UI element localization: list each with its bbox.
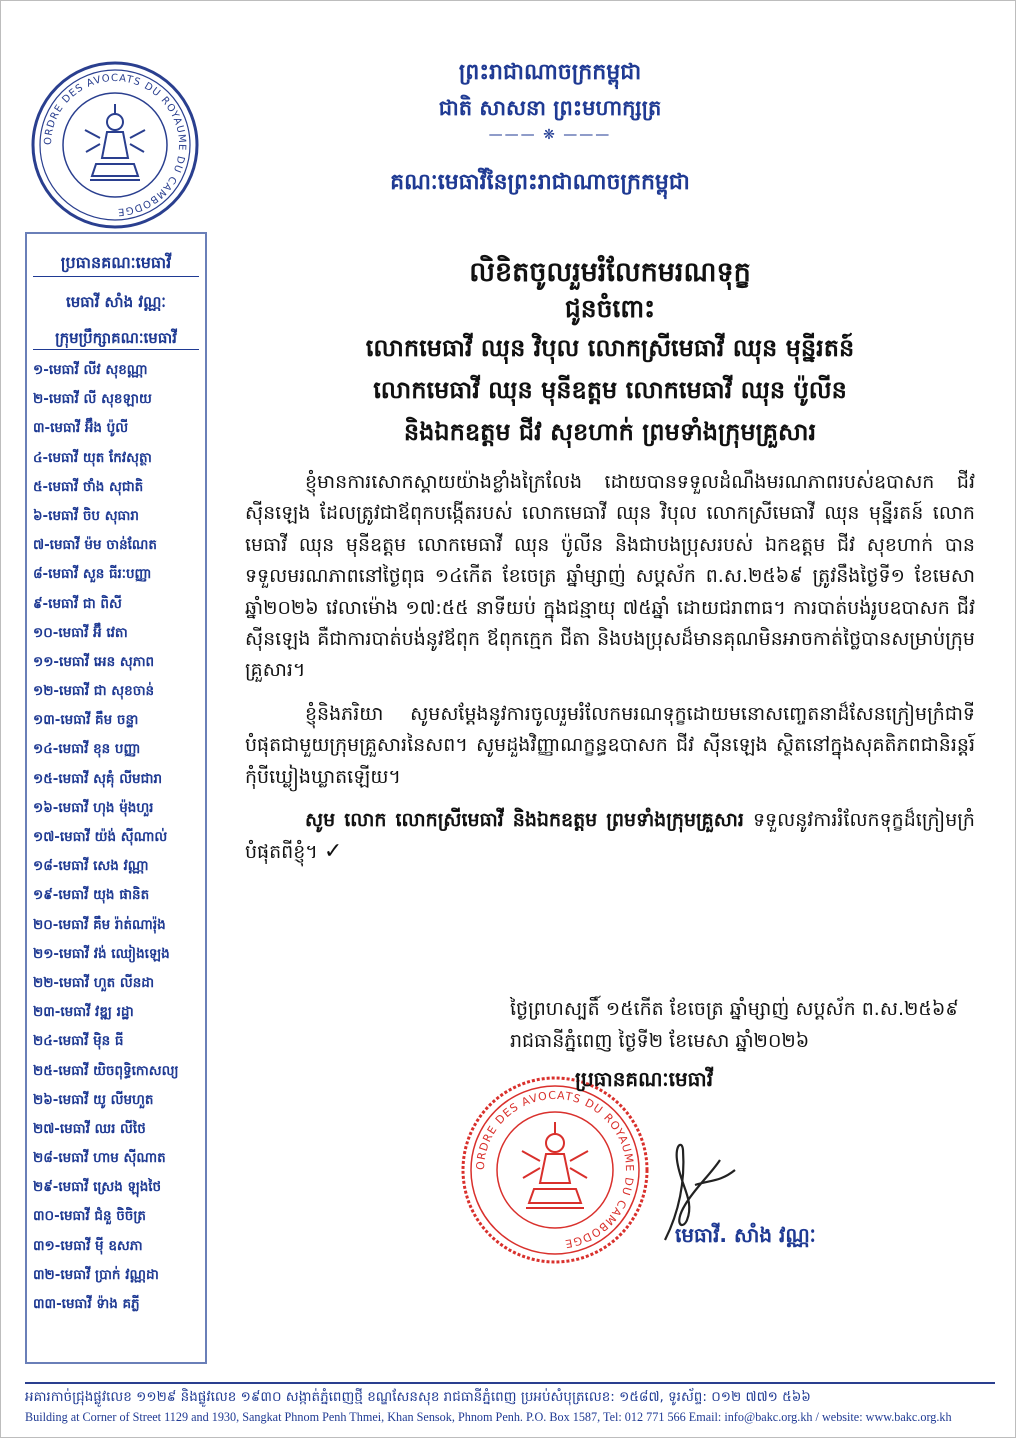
footer-address-khmer: អគារកាច់ជ្រុងផ្លូវលេខ ១១២៩ និងផ្លូវលេខ ១៩៣០ សង្កាត់ភ្នំពេញថ្មី ខណ្ឌសែនសុខ រាជធានីភ្នំពេញ ប្រអប់សំបុត្រលេខ: ១៥៨៧, ទូរស័ព្ទ: ០១២ ៧៧១ ៥៦៦: [25, 1389, 811, 1405]
council-member-item: ២២-មេធាវី ហួត លីនដា: [33, 974, 155, 991]
letter-title: លិខិតចូលរួមរំលែកមរណទុក្ខ: [469, 257, 751, 288]
sidebar-president-heading: ប្រធានគណៈមេធាវី: [33, 252, 199, 277]
kingdom-title: ព្រះរាជាណាចក្រកម្ពុជា: [458, 60, 642, 85]
council-sidebar: [25, 232, 207, 1364]
sidebar-council-heading: ក្រុមប្រឹក្សាគណៈមេធាវី: [33, 327, 199, 350]
council-member-list: [27, 356, 205, 1319]
check-mark-icon: ✓: [323, 839, 343, 865]
seal-top-text: ORDRE DES AVOCATS DU ROYAUME DU CAMBODGE: [42, 72, 188, 218]
council-member-item: ១១-មេធាវី អេន សុភាព: [33, 653, 155, 670]
council-member-item: ៣០-មេធាវី ជំនួ ចិចិត្រ: [33, 1208, 146, 1225]
council-member-item: ២៧-មេធាវី ឈរ លីថៃ: [33, 1120, 146, 1137]
addressee-line: លោកមេធាវី ឈុន មុនីឧត្តម លោកមេធាវី ឈុន ប៉ូលីន: [373, 376, 847, 404]
signatory-name: មេធាវី. សាំង វណ្ណៈ: [675, 1223, 816, 1247]
council-member-item: ១-មេធាវី លីវ សុខណ្ណា: [33, 362, 148, 378]
council-member-item: ៤-មេធាវី យុត កែវសុត្ថា: [33, 449, 152, 466]
council-member-item: ១៥-មេធាវី សុគុំ លីមជារា: [33, 770, 163, 787]
signatory-title: ប្រធានគណៈមេធាវី: [575, 1067, 714, 1091]
council-member-item: ១៣-មេធាវី គឹម ចន្ទា: [33, 712, 139, 729]
bar-association-seal-icon: [30, 60, 200, 230]
lunar-date: ថ្ងៃព្រហស្បតិ៍ ១៥កើត ខែចេត្រ ឆ្នាំម្សាញ់ សប្តស័ក ព.ស.២៥៦៩: [510, 998, 959, 1020]
official-red-seal-icon: [460, 1075, 650, 1265]
council-member-item: ៨-មេធាវី សួន ធីរៈបញ្ញា: [33, 566, 152, 583]
council-member-item: ៧-មេធាវី ម៉ម ចាន់ណែត: [33, 537, 157, 554]
footer-address-english: Building at Corner of Street 1129 and 1930, Sangkat Phnom Penh Thmei, Khan Sensok, Phnom Penh. P.O. Box 1587, Tel: 012 771 566 Email: info@bakc.org.kh / website: www.bakc.org.kh: [25, 1410, 952, 1424]
council-member-item: ១២-មេធាវី ជា សុខចាន់: [33, 683, 155, 700]
condolence-paragraph: ខ្ញុំនិងភរិយា សូមសម្តែងនូវការចូលរួមរំលែកមរណទុក្ខដោយមនោសញ្ចេតនាដ៏សែនក្រៀមក្រំជាទីបំផុតជាមួយក្រុមគ្រួសារនៃសព។ សូមដួងវិញ្ញាណក្ខន្ធឧបាសក ជីវ ស៊ីនឡេង ស្ថិតនៅក្នុងសុគតិភពជានិរន្តរ៍កុំបីឃ្លៀងឃ្លាតឡើយ។: [245, 702, 975, 788]
council-member-item: ២៦-មេធាវី យូ លីមហួត: [33, 1091, 154, 1108]
closing-text: ទទួលនូវការរំលែកទុក្ខដ៏ក្រៀមក្រំបំផុតពីខ្ញុំ។: [245, 809, 975, 864]
council-member-item: ១៦-មេធាវី ហុង ម៉ុងហួរ: [33, 799, 154, 816]
council-member-item: ២៥-មេធាវី យិចពុទ្ធិកោសល្យ: [33, 1062, 179, 1079]
council-member-item: ៣១-មេធាវី ម៉ី ឧសភា: [33, 1237, 143, 1254]
council-member-item: ២០-មេធាវី គឹម រ៉ាត់ណារ៉ុង: [33, 916, 166, 933]
addressee-line: និងឯកឧត្តម ជីវ សុខហាក់ ព្រមទាំងក្រុមគ្រួសារ: [403, 418, 817, 446]
council-member-item: ១៨-មេធាវី សេង វណ្ណា: [33, 858, 149, 875]
council-member-item: ១៩-មេធាវី យុង ផានិត: [33, 887, 150, 904]
council-member-item: ៣៣-មេធាវី ទ៉ាង គភ្លី: [33, 1296, 140, 1312]
council-member-item: ៩-មេធាវី ជា ពិសី: [33, 595, 122, 612]
council-member-item: ១៧-មេធាវី យ៉ង់ ស៊ីណាល់: [33, 829, 168, 845]
date-block: [510, 993, 980, 1057]
council-member-item: ២៨-មេធាវី ហាម ស៊ីណាត: [33, 1150, 166, 1167]
national-motto: ជាតិ សាសនា ព្រះមហាក្សត្រ: [438, 96, 662, 120]
council-member-item: ២៩-មេធាវី ស្រេង ឡុងថៃ: [33, 1179, 162, 1196]
closing-bold-text: សូម លោក លោកស្រីមេធាវី និងឯកឧត្តម ព្រមទាំងក្រុមគ្រួសារ: [305, 809, 744, 832]
letter-title-block: [245, 255, 975, 453]
organization-name: គណៈមេធាវីនៃព្រះរាជាណាចក្រកម្ពុជា: [390, 170, 690, 195]
council-member-item: ២៤-មេធាវី ម៉ិន ធី: [33, 1033, 124, 1050]
council-member-item: ៣២-មេធាវី ប្រាក់ វណ្ណដា: [33, 1266, 159, 1283]
council-member-item: ២៣-មេធាវី វឌ្ឍ រដ្ឋា: [33, 1004, 134, 1021]
closing-paragraph: [245, 805, 975, 869]
addressee-line: លោកមេធាវី ឈុន វិបុល លោកស្រីមេធាវី ឈុន មុន្នីរតន៍: [365, 334, 855, 362]
seal-red-text: ORDRE DES AVOCATS DU ROYAUME DU CAMBODGE: [473, 1088, 637, 1251]
council-member-item: ២១-មេធាវី វង់ ឈៀងឡេង: [33, 945, 170, 962]
council-member-item: ១០-មេធាវី អ៊ឹ វេតា: [33, 624, 128, 641]
council-member-item: ១៤-មេធាវី ខុន បញ្ញា: [33, 741, 141, 758]
ornament-divider: ——— ❋ ———: [488, 127, 612, 143]
sidebar-president-name: មេធាវី សាំង វណ្ណៈ: [66, 293, 166, 311]
council-member-item: ៣-មេធាវី អ៊ឹង ប៉ូលី: [33, 420, 129, 437]
council-member-item: ៦-មេធាវី ចិប សុធារា: [33, 507, 139, 524]
letter-to-label: ជូនចំពោះ: [564, 294, 656, 323]
condolence-paragraph: ខ្ញុំមានការសោកស្តាយយ៉ាងខ្លាំងក្រៃលែង ដោយបានទទួលដំណឹងមរណភាពរបស់ឧបាសក ជីវ ស៊ីនឡេង ដែលត្រូវជាឪពុកបង្កើតរបស់ លោកមេធាវី ឈុន វិបុល លោកស្រីមេធាវី ឈុន មុន្នីរតន៍ លោកមេធាវី ឈុន មុនីឧត្តម លោកមេធាវី ឈុន ប៉ូលីន និងជាបងប្រុសរបស់ ឯកឧត្តម ជីវ សុខហាក់ បានទទួលមរណភាពនៅថ្ងៃពុធ ១៤កើត ខែចេត្រ ឆ្នាំម្សាញ់ សប្តស័ក ព.ស.២៥៦៩ ត្រូវនឹងថ្ងៃទី១ ខែមេសា ឆ្នាំ២០២៦ វេលាម៉ោង ១៧:៥៥ នាទីយប់ ក្នុងជន្មាយុ ៧៥ឆ្នាំ ដោយជរាពាធ។ ការបាត់បង់រូបឧបាសក ជីវ ស៊ីនឡេង គឺជាការបាត់បង់នូវឪពុក ឪពុកក្មេក ជីតា និងបងប្រុសដ៏មានគុណមិនអាចកាត់ថ្លៃបានសម្រាប់ក្រុមគ្រួសារ។: [245, 471, 975, 682]
page-footer: [25, 1382, 995, 1426]
letterhead: [340, 55, 760, 145]
council-member-item: ២-មេធាវី លី សុខឡាយ: [33, 391, 152, 408]
council-member-item: ៥-មេធាវី ថាំង សុជាតិ: [33, 478, 144, 495]
letter-body: [245, 255, 975, 869]
svg-text:ORDRE DES AVOCATS DU ROYAUME D: [43, 73, 187, 217]
svg-text:ORDRE DES AVOCATS DU ROYAUME D: [474, 1089, 636, 1250]
solar-date: រាជធានីភ្នំពេញ ថ្ងៃទី២ ខែមេសា ឆ្នាំ២០២៦: [510, 1030, 810, 1052]
